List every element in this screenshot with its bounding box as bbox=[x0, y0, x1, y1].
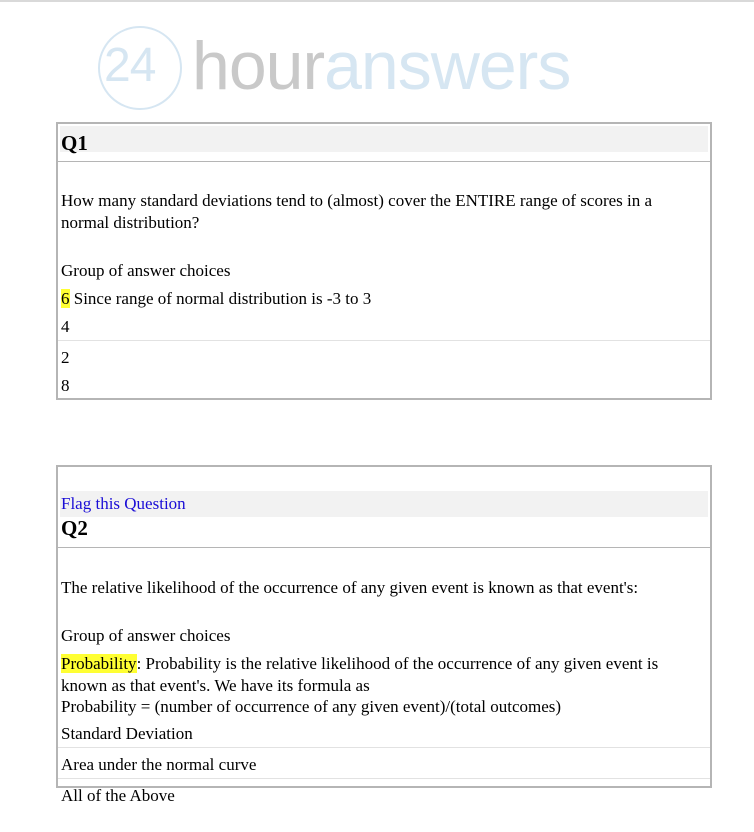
answer-group-label: Group of answer choices bbox=[61, 261, 231, 280]
question-text: The relative likelihood of the occurrence of any given event is known as that event's: bbox=[61, 578, 639, 597]
question-card-q2 bbox=[56, 465, 712, 805]
logo-word-hour: hour bbox=[192, 28, 325, 104]
question-title: Q2 bbox=[61, 516, 88, 540]
answer-correct bbox=[58, 653, 710, 697]
answer-option[interactable]: 8 bbox=[61, 376, 70, 395]
question-header bbox=[58, 491, 710, 548]
answer-correct bbox=[58, 288, 710, 310]
logo-word-answers: answers bbox=[324, 28, 571, 104]
answer-option[interactable]: 2 bbox=[61, 348, 70, 367]
answer-highlight: 6 bbox=[61, 289, 70, 308]
answer-option[interactable]: Area under the normal curve bbox=[58, 754, 710, 779]
answer-option[interactable]: All of the Above bbox=[61, 786, 175, 805]
site-logo[interactable] bbox=[98, 22, 658, 108]
question-title: Q1 bbox=[61, 131, 88, 155]
top-divider bbox=[0, 0, 754, 2]
answer-explanation: : Probability is the relative likelihood of the occurrence of any given event is known as that event's. We have its formula as bbox=[61, 654, 659, 695]
question-text: How many standard deviations tend to (almost) cover the ENTIRE range of scores in a normal distribution? bbox=[61, 191, 653, 232]
question-header bbox=[58, 126, 710, 162]
answer-highlight: Probability bbox=[61, 654, 137, 673]
answer-formula: Probability = (number of occurrence of any given event)/(total outcomes) bbox=[61, 697, 562, 716]
answer-option[interactable]: Standard Deviation bbox=[58, 723, 710, 748]
question-card-q1 bbox=[56, 122, 712, 400]
flag-question-link[interactable]: Flag this Question bbox=[61, 494, 186, 513]
logo-number: 24 bbox=[104, 39, 156, 92]
answer-group-label: Group of answer choices bbox=[61, 626, 231, 645]
answer-option[interactable]: 4 bbox=[58, 316, 710, 341]
answer-explanation: Since range of normal distribution is -3 to 3 bbox=[69, 289, 372, 308]
header-bar bbox=[60, 126, 708, 152]
logo-wordmark bbox=[192, 26, 570, 106]
